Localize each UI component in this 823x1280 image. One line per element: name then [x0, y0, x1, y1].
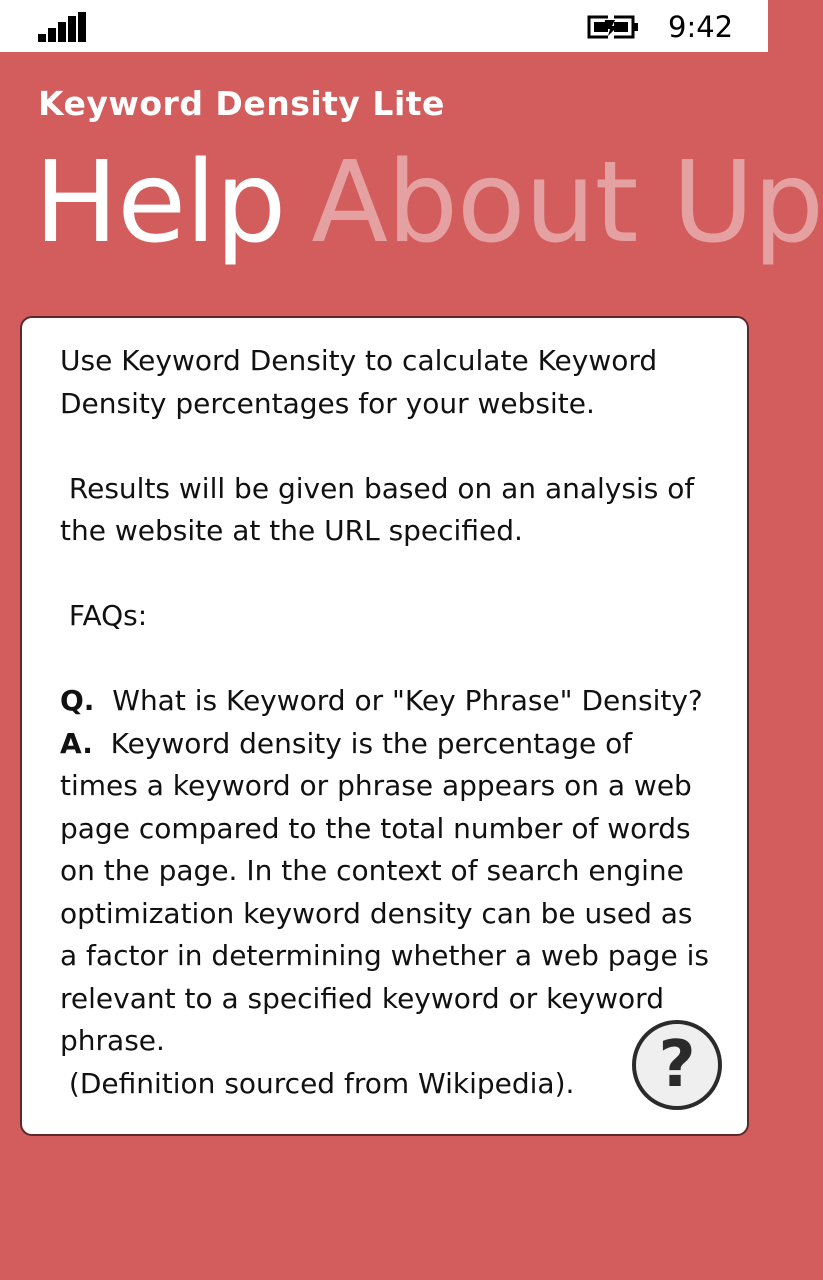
battery-charging-icon: [588, 14, 640, 40]
app-title: Keyword Density Lite: [38, 84, 445, 123]
signal-strength-icon: [38, 12, 86, 42]
pivot-tab-about[interactable]: About Up: [311, 138, 823, 268]
answer-text: Keyword density is the percentage of times a keyword or phrase appears on a web page compared to the total number of words on the page. In the context of search engine optimization keyword density can be used as a factor in determining whether a web page is relevant to a specified keyword or keyword phrase.: [60, 726, 718, 1057]
help-text: [60, 340, 718, 1105]
source-note: (Definition sourced from Wikipedia).: [60, 1066, 575, 1100]
pivot-tab-help[interactable]: Help: [34, 138, 286, 268]
help-question-button[interactable]: ?: [632, 1020, 722, 1110]
status-bar: [0, 0, 768, 52]
pivot-header: [34, 138, 823, 268]
answer-label: A.: [60, 726, 93, 760]
faq-question: [60, 680, 710, 723]
intro-paragraph: Use Keyword Density to calculate Keyword Density percentages for your website.: [60, 344, 658, 420]
faq-answer: [60, 723, 718, 1063]
faqs-heading: FAQs:: [60, 599, 148, 632]
question-text: What is Keyword or "Key Phrase" Density?: [94, 684, 703, 717]
question-label: Q.: [60, 684, 95, 717]
clock: 9:42: [668, 10, 734, 44]
help-content-card: [20, 316, 749, 1136]
results-paragraph: Results will be given based on an analysis of the website at the URL specified.: [60, 471, 704, 547]
